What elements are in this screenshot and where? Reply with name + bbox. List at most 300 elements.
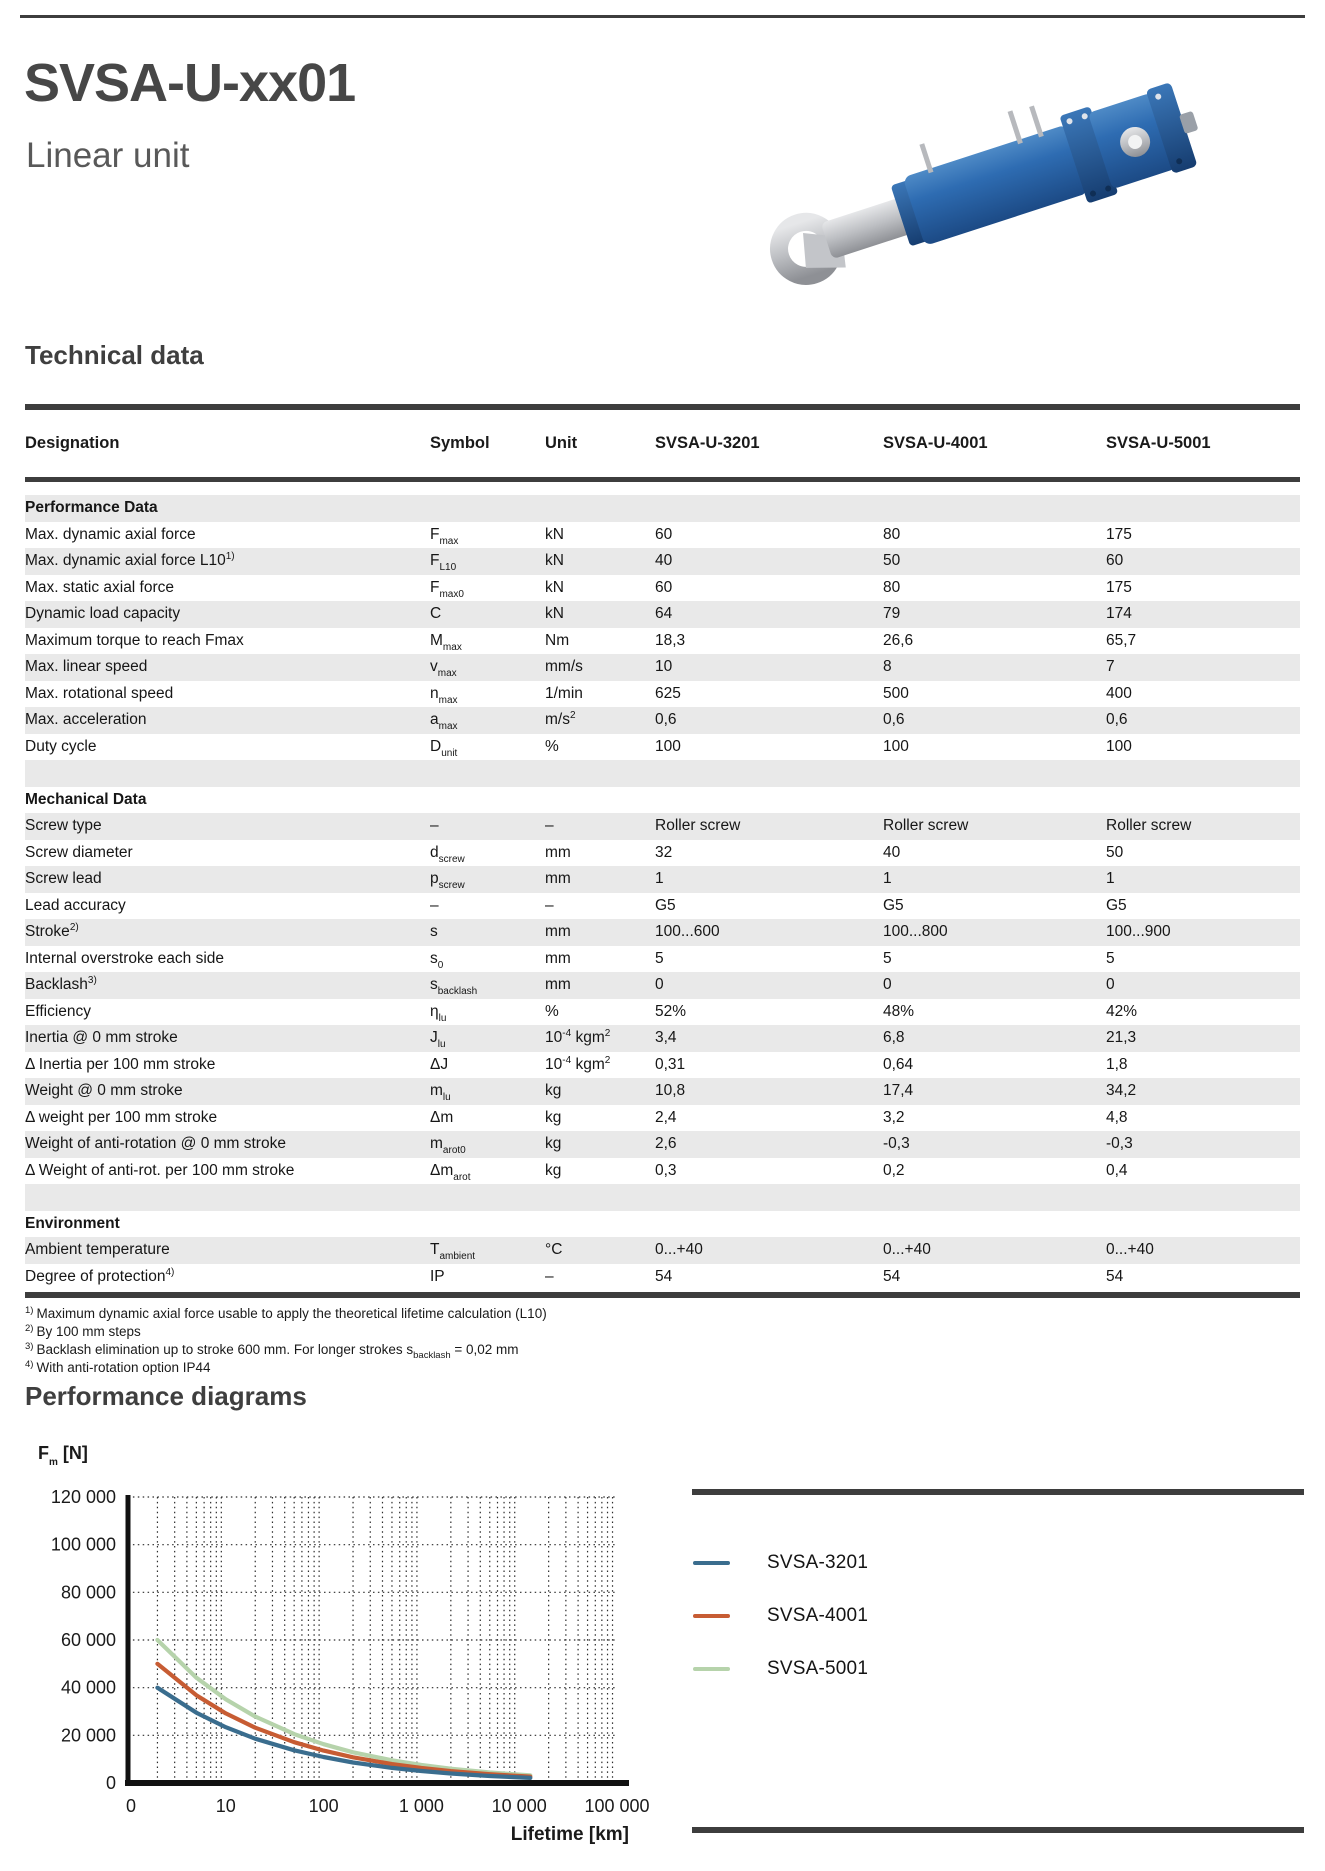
legend-top-rule [692,1489,1304,1495]
x-tick-label: 10 [215,1796,236,1816]
unit-base: m/s [545,711,570,728]
value-4001: 79 [883,605,901,622]
table-row [25,1025,1300,1052]
designation-cell [25,1025,430,1052]
designation-text: Inertia @ 0 mm stroke [25,1029,178,1046]
value-3201: 54 [655,1267,673,1285]
designation-cell [25,1264,430,1291]
value-5001: 21,3 [1106,1029,1137,1046]
symbol-cell [430,628,545,655]
value-3201: 0 [655,976,664,993]
value-5001: 4,8 [1106,1108,1128,1126]
symbol-cell [430,575,545,602]
chart-legend [692,1536,1304,1695]
value-4001: -0,3 [883,1135,910,1152]
value-5001: 54 [1106,1267,1124,1285]
symbol-cell [430,1237,545,1264]
unit-cell [545,707,655,734]
table-row [25,1052,1300,1079]
ylabel-base: F [38,1443,49,1463]
y-tick-label: 80 000 [60,1582,116,1603]
value-5001: 60 [1106,552,1124,569]
value-4001: 17,4 [883,1082,914,1099]
table-row [25,866,1300,893]
symbol-subscript: L10 [439,562,457,573]
unit-base: kg [545,1082,562,1099]
value-4001: 3,2 [883,1108,905,1126]
unit-superscript: -4 [562,1028,572,1039]
unit-base: mm/s [545,658,583,675]
value-5001: 1 [1106,870,1115,887]
symbol-base: ΔJ [430,1055,449,1073]
designation-text: Environment [25,1214,120,1232]
value-3201: 52% [655,1002,687,1020]
footnote-mark: 2) [25,1323,34,1334]
value-4001: 6,8 [883,1029,905,1046]
unit-cell [545,1264,655,1291]
symbol-cell [430,681,545,708]
page-title: SVSA-U-xx01 [24,53,356,113]
legend-entry [692,1589,1304,1642]
table-spacer-row [25,760,1300,787]
symbol-base: Δm [430,1108,454,1126]
symbol-subscript: ambient [439,1251,476,1262]
symbol-cell [430,1025,545,1052]
symbol-subscript: lu [442,1092,451,1103]
unit-base: mm [545,976,571,993]
table-row [25,893,1300,920]
symbol-base: IP [430,1267,445,1285]
unit-base: mm [545,843,571,861]
value-3201: 2,6 [655,1135,677,1152]
legend-bottom-rule [692,1827,1304,1833]
unit-base: kN [545,525,564,543]
designation-text: Efficiency [25,1002,92,1020]
unit-base: – [545,1267,554,1285]
table-row [25,1131,1300,1158]
designation-text: Maximum torque to reach Fmax [25,631,244,649]
value-3201: 100...600 [655,923,720,940]
col-designation: Designation [25,434,120,452]
y-tick-label: 40 000 [60,1677,116,1698]
designation-text: Mechanical Data [25,790,147,808]
unit-superscript: 2 [569,710,576,721]
designation-cell [25,654,430,681]
table-bottom-bar [25,1292,1300,1298]
legend-label: SVSA-3201 [767,1551,869,1573]
symbol-subscript: screw [438,853,465,865]
symbol-base: m [430,1082,443,1099]
designation-cell [25,813,430,840]
chart-axes [125,1495,629,1785]
designation-text: Max. dynamic axial force L10 [25,552,226,569]
footnote-mark: 3) [25,1341,34,1352]
symbol-subscript: max [437,668,457,679]
performance-chart [0,1430,680,1871]
footnote-line [25,1306,547,1324]
value-3201: 60 [655,578,673,596]
value-5001: 34,2 [1106,1082,1137,1099]
value-4001: 1 [883,870,892,887]
unit-base: mm [545,949,571,967]
designation-text: Δ weight per 100 mm stroke [25,1108,218,1126]
unit-cell [545,654,655,681]
table-row [25,972,1300,999]
symbol-cell [430,707,545,734]
unit-base: mm [545,923,571,940]
unit-base: % [545,737,559,755]
footnote-marker: 3) [87,975,97,986]
unit-base: kg [545,1135,562,1152]
pin-1 [919,143,933,173]
symbol-subscript: max [439,535,459,547]
symbol-base: C [430,605,442,622]
technical-data-heading: Technical data [25,340,204,370]
symbol-base: – [430,896,439,914]
footnote-mark: 4) [25,1359,34,1370]
legend-line-swatch [693,1561,730,1565]
unit-cell [545,681,655,708]
table-row [25,548,1300,575]
footnote-text: Maximum dynamic axial force usable to apply the theoretical lifetime calculation (L10) [36,1306,547,1321]
col-symbol: Symbol [430,434,490,452]
unit-extra: kgm [571,1055,605,1073]
value-5001: 7 [1106,658,1115,675]
value-4001: 48% [883,1002,915,1020]
table-row [25,734,1300,761]
value-3201: 32 [655,843,673,861]
unit-cell [545,734,655,761]
value-4001: Roller screw [883,817,969,834]
symbol-cell [430,946,545,973]
symbol-cell [430,522,545,549]
designation-text: Internal overstroke each side [25,949,225,967]
unit-cell [545,813,655,840]
x-tick-label: 10 000 [491,1796,547,1816]
symbol-subscript: unit [441,747,458,759]
unit-base: kg [545,1108,562,1126]
pin-3 [1029,105,1044,137]
value-3201: G5 [655,896,676,914]
symbol-base: η [430,1002,439,1020]
value-5001: 174 [1106,605,1132,622]
symbol-cell [430,840,545,867]
symbol-base: F [430,578,440,596]
unit-cell [545,628,655,655]
designation-cell [25,601,430,628]
ylabel-unit: [N] [57,1443,88,1463]
table-spacer-row [25,1184,1300,1211]
symbol-cell [430,734,545,761]
value-4001: 54 [883,1267,901,1285]
legend-entry [692,1536,1304,1589]
unit-superscript: 2 [604,1054,611,1066]
unit-base: kN [545,605,564,622]
value-3201: 0...+40 [655,1241,703,1258]
table-row [25,681,1300,708]
value-3201: 3,4 [655,1029,677,1046]
col-unit: Unit [545,434,578,452]
symbol-base: M [430,631,443,649]
table-row [25,919,1300,946]
symbol-subscript: max [442,641,462,653]
value-4001: 0,2 [883,1161,905,1179]
symbol-cell [430,601,545,628]
y-tick-label: 120 000 [50,1487,116,1507]
symbol-cell [430,813,545,840]
symbol-base: a [430,711,439,728]
value-5001: 42% [1106,1002,1138,1020]
designation-text: Max. acceleration [25,711,147,728]
unit-cell [545,919,655,946]
unit-cell [545,893,655,920]
table-section-row [25,495,1300,522]
table-row [25,575,1300,602]
unit-cell [545,1052,655,1079]
unit-cell [545,1078,655,1105]
unit-base: °C [545,1241,563,1258]
value-5001: 65,7 [1106,631,1137,649]
value-5001: 100...900 [1106,923,1171,940]
table-section-row [25,1211,1300,1238]
designation-cell [25,999,430,1026]
footnote-line [25,1324,547,1342]
y-tick-label: 60 000 [60,1630,116,1650]
table-row [25,1264,1300,1291]
unit-base: kN [545,552,564,569]
unit-cell [545,840,655,867]
value-5001: G5 [1106,896,1127,914]
designation-cell [25,628,430,655]
table-row [25,840,1300,867]
symbol-subscript: backlash [437,986,478,997]
col-svsa-u-3201: SVSA-U-3201 [655,434,760,452]
symbol-cell [430,893,545,920]
symbol-base: s [430,976,438,993]
footnote-marker: 2) [69,922,79,933]
symbol-base: p [430,870,439,887]
designation-text: Duty cycle [25,737,97,755]
designation-cell [25,548,430,575]
footnote-text: Backlash elimination up to stroke 600 mm. For longer strokes s [36,1342,414,1357]
value-4001: 50 [883,552,901,569]
designation-cell [25,522,430,549]
designation-cell [25,1237,430,1264]
symbol-cell [430,1078,545,1105]
main-tube [903,124,1089,246]
symbol-subscript: 0 [437,959,444,971]
legend-entry [692,1642,1304,1695]
symbol-cell [430,919,545,946]
unit-cell [545,548,655,575]
unit-cell [545,522,655,549]
unit-cell [545,1237,655,1264]
value-4001: 26,6 [883,631,914,649]
value-5001: 175 [1106,525,1132,543]
y-tick-label: 100 000 [50,1534,116,1555]
designation-cell [25,1105,430,1132]
unit-base: 10 [545,1055,563,1073]
value-3201: 0,31 [655,1055,686,1073]
symbol-subscript: max [438,694,458,706]
value-5001: 400 [1106,684,1132,702]
designation-cell [25,840,430,867]
symbol-base: s [430,923,438,940]
value-3201: 18,3 [655,631,686,649]
designation-text: Dynamic load capacity [25,605,181,622]
unit-base: 1/min [545,684,583,702]
symbol-subscript: screw [438,880,465,891]
table-row [25,1158,1300,1185]
footnote-marker: 1) [225,551,235,562]
value-4001: G5 [883,896,904,914]
value-4001: 80 [883,525,901,543]
table-header-row [25,410,1300,477]
footnote-text: With anti-rotation option IP44 [36,1360,211,1375]
unit-cell [545,575,655,602]
unit-base: kN [545,578,564,596]
value-5001: 1,8 [1106,1055,1128,1073]
symbol-cell [430,866,545,893]
designation-cell [25,972,430,999]
designation-text: Screw diameter [25,843,133,861]
value-5001: 0...+40 [1106,1241,1154,1258]
designation-text: Max. rotational speed [25,684,174,702]
symbol-subscript: lu [438,1012,447,1024]
symbol-subscript: arot0 [442,1145,466,1156]
x-tick-label: 100 [308,1796,339,1816]
col-svsa-u-5001: SVSA-U-5001 [1106,434,1211,452]
designation-text: Degree of protection [25,1267,166,1285]
designation-cell [25,575,430,602]
value-5001: -0,3 [1106,1135,1133,1152]
value-5001: 5 [1106,949,1115,967]
symbol-base: Δm [430,1161,454,1179]
unit-base: 10 [545,1029,563,1046]
designation-cell [25,681,430,708]
value-5001: 100 [1106,737,1132,755]
value-4001: 40 [883,843,901,861]
unit-base: – [545,817,554,834]
designation-text: Max. linear speed [25,658,148,675]
legend-label: SVSA-4001 [767,1604,869,1626]
value-3201: 100 [655,737,681,755]
symbol-base: T [430,1241,440,1258]
value-3201: Roller screw [655,817,741,834]
designation-cell [25,893,430,920]
value-3201: 1 [655,870,664,887]
designation-cell [25,707,430,734]
y-tick-label: 0 [105,1773,116,1793]
value-3201: 625 [655,684,681,702]
unit-superscript: 2 [604,1028,611,1039]
legend-line-swatch [693,1667,730,1671]
unit-cell [545,999,655,1026]
designation-cell [25,495,430,522]
unit-cell [545,1025,655,1052]
table-row [25,601,1300,628]
symbol-cell [430,548,545,575]
value-4001: 500 [883,684,909,702]
top-rule [20,15,1305,18]
symbol-base: F [430,552,440,569]
value-3201: 60 [655,525,673,543]
designation-cell [25,946,430,973]
series-SVSA-3201 [157,1688,530,1778]
footnote-text: = 0,02 mm [450,1342,519,1357]
symbol-cell [430,972,545,999]
table-section-row [25,787,1300,814]
designation-text: Screw type [25,817,102,834]
unit-base: kg [545,1161,562,1179]
symbol-cell [430,1158,545,1185]
symbol-subscript: lu [437,1039,446,1050]
designation-text: Ambient temperature [25,1241,170,1258]
value-3201: 10,8 [655,1082,686,1099]
value-3201: 40 [655,552,673,569]
designation-cell [25,787,430,814]
designation-text: Screw lead [25,870,102,887]
product-image [740,82,1220,302]
value-3201: 0,3 [655,1161,677,1179]
symbol-base: n [430,684,439,702]
value-4001: 8 [883,658,892,675]
value-3201: 5 [655,949,664,967]
chart-tick-labels [51,1487,650,1845]
symbol-base: F [430,525,440,543]
table-header-bar [25,477,1300,482]
symbol-base: d [430,843,439,861]
designation-text: Max. static axial force [25,578,175,596]
designation-text: Δ Weight of anti-rot. per 100 mm stroke [25,1161,295,1179]
table-row [25,813,1300,840]
table-row [25,1078,1300,1105]
designation-text: Max. dynamic axial force [25,525,196,543]
symbol-cell [430,999,545,1026]
value-3201: 0,6 [655,711,677,728]
footnotes [25,1306,547,1378]
value-4001: 0 [883,976,892,993]
symbol-cell [430,1105,545,1132]
symbol-base: J [430,1029,438,1046]
unit-cell [545,866,655,893]
designation-text: Lead accuracy [25,896,126,914]
value-3201: 10 [655,658,673,675]
legend-line-swatch [693,1614,730,1618]
ylabel-sub: m [49,1457,58,1468]
symbol-base: s [430,949,438,967]
designation-cell [25,1052,430,1079]
symbol-cell [430,1052,545,1079]
technical-data-table [25,495,1300,1290]
designation-cell [25,1078,430,1105]
value-4001: 0,6 [883,711,905,728]
table-row [25,628,1300,655]
designation-text: Δ Inertia per 100 mm stroke [25,1055,216,1073]
footnote-marker: 4) [165,1266,175,1278]
chart-grid [128,1497,617,1783]
table-row [25,1237,1300,1264]
designation-cell [25,866,430,893]
symbol-base: – [430,817,439,834]
value-5001: 0 [1106,976,1115,993]
footnote-line [25,1360,547,1378]
table-row [25,707,1300,734]
value-4001: 100...800 [883,923,948,940]
unit-cell [545,1105,655,1132]
designation-cell [25,1158,430,1185]
actuator-body-group [759,82,1209,299]
